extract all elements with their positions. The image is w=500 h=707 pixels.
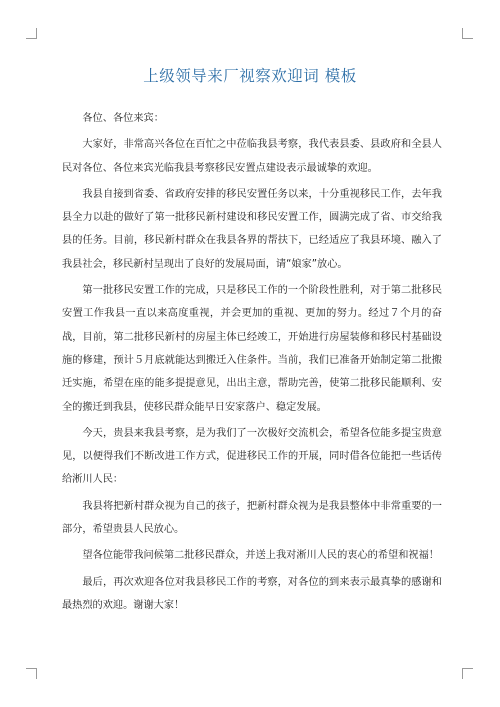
paragraph-2: 我县自接到省委、省政府安排的移民安置任务以来，十分重视移民工作，去年我县全力以赴的做好了第一批移民新村建设和移民安置工作，圆满完成了省、市交给我县的任务。目前，移民新村群众在我县各界的帮扶下，已经适应了我县环境、融入了我县社会，移民新村呈现出了良好的发展局面，请“娘家”放心。 xyxy=(62,188,442,270)
paragraph-6: 望各位能带我问候第二批移民群众，并送上我对淅川人民的衷心的希望和祝福！ xyxy=(82,550,439,562)
paragraph-3: 第一批移民安置工作的完成，只是移民工作的一个阶段性胜利，对于第二批移民安置工作我县一直以来高度重视，并会更加的重视、更加的努力。经过７个月的奋战，目前，第二批移民新村的房屋主体已经竣工，开始进行房屋装修和移民村基础设施的修建，预计５月底就能达到搬迁入住条件。当前，我们已准备开始制定第二批搬迁实施，希望在座的能多提提意见，出出主意，帮助完善，使第二批移民能顺利、安全的搬迁到我县，使移民群众能早日安家落户、稳定发展。 xyxy=(62,285,442,413)
paragraph-5: 我县将把新村群众视为自己的孩子，把新村群众视为是我县整体中非常重要的一部分，希望贵县人民放心。 xyxy=(62,500,442,536)
paragraph-4: 今天，贵县来我县考察，是为我们了一次极好交流机会，希望各位能多提宝贵意见，以便得我们不断改进工作方式，促进移民工作的开展，同时借各位能把一些话传给淅川人民： xyxy=(62,427,442,486)
document-title: 上级领导来厂视察欢迎词 模板 xyxy=(143,67,357,85)
crop-mark-top-right xyxy=(462,28,473,39)
document-body xyxy=(62,107,442,617)
crop-mark-top-left xyxy=(26,28,37,39)
salutation: 各位、各位来宾： xyxy=(82,113,164,124)
crop-mark-bottom-left xyxy=(26,668,37,679)
crop-mark-bottom-right xyxy=(462,668,473,679)
paragraph-1: 大家好，非常高兴各位在百忙之中莅临我县考察，我代表县委、县政府和全县人民对各位、各位来宾光临我县考察移民安置点建设表示最诚挚的欢迎。 xyxy=(62,139,442,174)
paragraph-7: 最后，再次欢迎各位对我县移民工作的考察，对各位的到来表示最真挚的感谢和最热烈的欢迎。谢谢大家！ xyxy=(62,576,442,611)
